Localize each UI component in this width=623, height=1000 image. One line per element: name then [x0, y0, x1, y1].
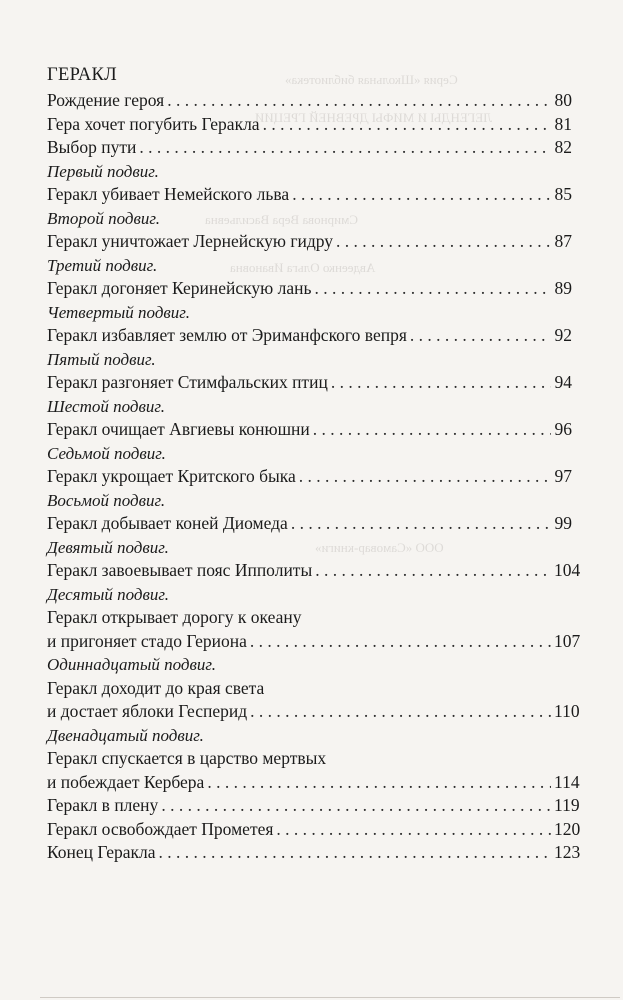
toc-row [47, 818, 581, 842]
dot-leader [159, 841, 552, 865]
toc-entry[interactable] [47, 277, 572, 301]
toc-entry-title: Геракл избавляет землю от Эриманфского вепря [47, 325, 407, 345]
toc-entry-title: Геракл добывает коней Диомеда [47, 513, 288, 533]
toc-page-number: 82 [554, 137, 572, 157]
toc-entry-title: и побеждает Кербера [47, 771, 205, 792]
toc-row [47, 465, 572, 489]
toc-page-number: 119 [554, 795, 580, 815]
toc-page-number: 87 [554, 231, 572, 251]
table-of-contents [47, 64, 581, 865]
bleed-company: ООО «Самовар-книги» [315, 540, 444, 555]
toc-subheading: Второй подвиг. [47, 208, 161, 228]
toc-row [47, 841, 581, 865]
toc-entry[interactable] [47, 606, 581, 653]
dot-leader [276, 818, 551, 842]
toc-subheading: Первый подвиг. [47, 161, 159, 181]
toc-entry[interactable] [47, 89, 572, 113]
toc-row [47, 418, 572, 442]
dot-leader [291, 512, 551, 536]
toc-entry-title: Геракл догоняет Керинейскую лань [47, 278, 312, 298]
toc-row [47, 324, 572, 348]
toc-page-number: 96 [554, 419, 572, 439]
toc-row [47, 113, 572, 137]
toc-entry[interactable] [47, 230, 572, 254]
toc-entry[interactable] [47, 559, 581, 583]
toc-entry[interactable] [47, 418, 572, 442]
dot-leader [263, 113, 551, 137]
bleed-heading: ЛЕГЕНДЫ И МИФЫ ДРЕВНЕЙ ГРЕЦИИ [255, 110, 493, 125]
section-title: ГЕРАКЛ [47, 65, 117, 85]
toc-entry-title: Геракл очищает Авгиевы конюшни [47, 419, 310, 439]
bleed-series: Серия «Школьная библиотека» [285, 72, 458, 87]
toc-entry-title: Гера хочет погубить Геракла [47, 113, 260, 134]
toc-row [47, 230, 572, 254]
toc-subheading: Девятый подвиг. [47, 537, 169, 557]
toc-page-number: 80 [554, 90, 572, 110]
toc-entry[interactable] [47, 113, 572, 137]
dot-leader [331, 371, 551, 395]
toc-entry-title: Геракл в плену [47, 795, 159, 815]
dot-leader [167, 89, 551, 113]
toc-subheading: Пятый подвиг. [47, 349, 156, 369]
toc-row [47, 771, 580, 795]
toc-entry[interactable] [47, 371, 572, 395]
toc-row [47, 371, 572, 395]
bleed-author2: Авдеенко Ольга Ивановна [230, 260, 376, 275]
toc-entry-title: и достает яблоки Гесперид [47, 701, 248, 721]
toc-page-number: 107 [554, 630, 581, 651]
toc-row [47, 794, 580, 818]
toc-row [47, 183, 572, 207]
dot-leader [314, 277, 551, 301]
dot-leader [313, 418, 551, 442]
toc-entry[interactable] [47, 183, 572, 207]
dot-leader [250, 630, 551, 654]
toc-entry[interactable] [47, 677, 580, 724]
toc-entry[interactable] [47, 136, 572, 160]
toc-page-number: 92 [554, 325, 572, 345]
dot-leader [161, 794, 551, 818]
dot-leader [299, 465, 551, 489]
toc-subheading: Седьмой подвиг. [47, 443, 166, 463]
dot-leader [292, 183, 551, 207]
toc-entry-title: Конец Геракла [47, 842, 156, 862]
toc-subheading: Восьмой подвиг. [47, 490, 166, 510]
toc-page-number: 85 [554, 184, 572, 204]
page-edge [40, 997, 620, 998]
toc-page-number: 114 [554, 771, 580, 792]
toc-page-number: 104 [554, 560, 581, 580]
toc-entry[interactable] [47, 465, 572, 489]
toc-entry[interactable] [47, 324, 572, 348]
dot-leader [139, 136, 551, 160]
toc-entries [47, 89, 581, 865]
toc-entry-title: и пригоняет стадо Гериона [47, 630, 247, 651]
toc-entry-title: Геракл освобождает Прометея [47, 818, 274, 839]
toc-subheading: Одиннадцатый подвиг. [47, 655, 217, 674]
toc-row [47, 630, 581, 654]
toc-page-number: 81 [554, 113, 572, 134]
toc-page-number: 120 [554, 818, 581, 839]
toc-entry-title-line: Геракл спускается в царство мертвых [47, 748, 327, 768]
toc-entry-title: Рождение героя [47, 90, 165, 110]
toc-page-number: 89 [554, 278, 572, 298]
toc-entry[interactable] [47, 818, 581, 842]
toc-subheading: Десятый подвиг. [47, 584, 170, 604]
toc-entry-title: Геракл завоевывает пояс Ипполиты [47, 560, 313, 580]
dot-leader [250, 700, 551, 724]
dot-leader [207, 771, 551, 795]
toc-entry-title: Геракл разгоняет Стимфальских птиц [47, 372, 328, 392]
toc-page-number: 110 [554, 701, 580, 721]
toc-subheading: Четвертый подвиг. [47, 302, 190, 322]
dot-leader [410, 324, 551, 348]
bleed-author1: Смирнова Вера Васильевна [205, 212, 358, 227]
toc-entry-title: Выбор пути [47, 137, 137, 157]
toc-page-number: 97 [554, 466, 572, 486]
toc-row [47, 559, 581, 583]
toc-row [47, 136, 572, 160]
toc-entry-title-line: Геракл открывает дорогу к океану [47, 607, 302, 627]
toc-row [47, 700, 580, 724]
toc-entry[interactable] [47, 794, 580, 818]
toc-entry-title: Геракл укрощает Критского быка [47, 466, 296, 486]
toc-row [47, 512, 572, 536]
toc-entry-title: Геракл убивает Немейского льва [47, 184, 290, 204]
toc-subheading: Третий подвиг. [47, 255, 158, 275]
toc-entry[interactable] [47, 747, 580, 794]
toc-entry[interactable] [47, 512, 572, 536]
toc-subheading: Шестой подвиг. [47, 396, 166, 416]
toc-entry[interactable] [47, 841, 581, 865]
toc-page-number: 94 [554, 372, 572, 392]
dot-leader [315, 559, 551, 583]
toc-subheading: Двенадцатый подвиг. [47, 725, 204, 745]
toc-entry-title-line: Геракл доходит до края света [47, 677, 265, 698]
toc-page-number: 99 [554, 513, 572, 533]
dot-leader [336, 230, 551, 254]
toc-row [47, 89, 572, 113]
toc-entry-title: Геракл уничтожает Лернейскую гидру [47, 231, 334, 251]
toc-row [47, 277, 572, 301]
toc-page-number: 123 [554, 842, 581, 862]
